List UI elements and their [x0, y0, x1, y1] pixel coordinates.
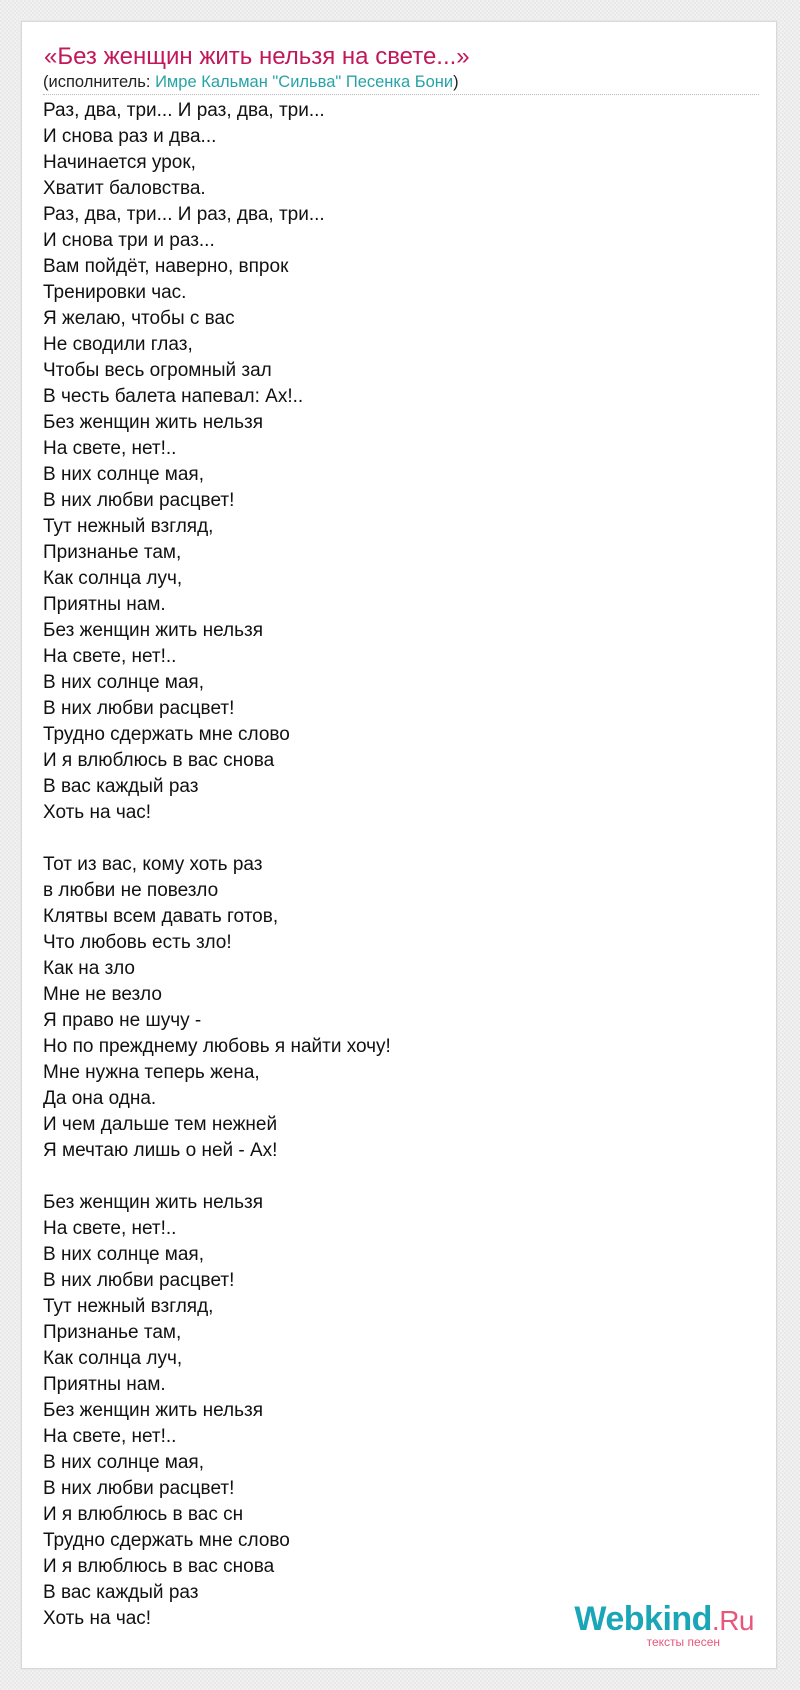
lyric-line: Без женщин жить нельзя — [43, 412, 264, 433]
logo-tld: .Ru — [711, 1605, 754, 1636]
lyric-line: На свете, нет!.. — [43, 646, 177, 667]
lyric-line: Да она одна. — [43, 1088, 157, 1109]
lyric-line: Трудно сдержать мне слово — [43, 724, 290, 745]
lyric-line: На свете, нет!.. — [43, 1218, 177, 1239]
lyric-line: Приятны нам. — [43, 594, 166, 615]
lyric-line: Мне нужна теперь жена, — [43, 1062, 260, 1083]
lyric-line: Я мечтаю лишь о ней - Ах! — [43, 1140, 278, 1161]
lyric-line: Приятны нам. — [43, 1374, 166, 1395]
lyrics-card — [21, 21, 777, 1669]
lyric-line: Я желаю, чтобы с вас — [43, 308, 235, 329]
lyric-line: В них любви расцвет! — [43, 1270, 235, 1291]
lyric-line: И я влюблюсь в вас снова — [43, 750, 275, 771]
stanza-break — [43, 1164, 759, 1190]
lyric-line: Тут нежный взгляд, — [43, 516, 214, 537]
lyric-line: И я влюблюсь в вас сн — [43, 1504, 244, 1525]
song-meta — [43, 71, 459, 93]
lyric-line: Тренировки час. — [43, 282, 187, 303]
lyric-line: Как солнца луч, — [43, 1348, 183, 1369]
lyric-line: Не сводили глаз, — [43, 334, 193, 355]
lyric-line: В них солнце мая, — [43, 464, 204, 485]
meta-suffix: ) — [453, 73, 459, 91]
logo-name: Webkind — [574, 1600, 712, 1638]
lyric-line: Клятвы всем давать готов, — [43, 906, 279, 927]
song-title: «Без женщин жить нельзя на свете...» — [44, 43, 470, 70]
lyric-line: Тот из вас, кому хоть раз — [43, 854, 263, 875]
lyric-line: Я право не шучу - — [43, 1010, 202, 1031]
lyric-line: Но по прежднему любовь я найти хочу! — [43, 1036, 391, 1057]
logo-wordmark — [574, 1602, 754, 1638]
lyric-line: В честь балета напевал: Ах!.. — [43, 386, 304, 407]
lyric-line: В них солнце мая, — [43, 1452, 204, 1473]
title-divider — [43, 94, 759, 95]
lyric-line: В них солнце мая, — [43, 672, 204, 693]
lyric-line: Чтобы весь огромный зал — [43, 360, 272, 381]
lyric-line: Мне не везло — [43, 984, 162, 1005]
lyric-line: Тут нежный взгляд, — [43, 1296, 214, 1317]
lyric-line: Признанье там, — [43, 1322, 182, 1343]
lyric-line: Трудно сдержать мне слово — [43, 1530, 290, 1551]
lyric-line: Признанье там, — [43, 542, 182, 563]
lyric-line: В них любви расцвет! — [43, 490, 235, 511]
lyric-line: Без женщин жить нельзя — [43, 1192, 264, 1213]
lyric-line: И я влюблюсь в вас снова — [43, 1556, 275, 1577]
lyric-line: Вам пойдёт, наверно, впрок — [43, 256, 289, 277]
artist-link[interactable]: Имре Кальман "Сильва" Песенка Бони — [155, 73, 454, 91]
lyric-line: И снова три и раз... — [43, 230, 215, 251]
lyric-line: На свете, нет!.. — [43, 438, 177, 459]
lyric-line: Без женщин жить нельзя — [43, 1400, 264, 1421]
logo-tagline: тексты песен — [646, 1635, 720, 1649]
lyric-line: Раз, два, три... И раз, два, три... — [43, 204, 325, 225]
lyric-line: В вас каждый раз — [43, 1582, 199, 1603]
lyric-line: в любви не повезло — [43, 880, 219, 901]
meta-prefix: (исполнитель: — [43, 73, 156, 91]
lyric-line: В них любви расцвет! — [43, 698, 235, 719]
lyric-line: Начинается урок, — [43, 152, 196, 173]
lyric-line: Как на зло — [43, 958, 135, 979]
lyric-line: Как солнца луч, — [43, 568, 183, 589]
stanza-break — [43, 826, 759, 852]
lyric-line: На свете, нет!.. — [43, 1426, 177, 1447]
lyric-line: И чем дальше тем нежней — [43, 1114, 278, 1135]
lyric-line: Раз, два, три... И раз, два, три... — [43, 100, 325, 121]
lyric-line: Хватит баловства. — [43, 178, 206, 199]
lyric-line: В вас каждый раз — [43, 776, 199, 797]
lyrics-text — [43, 98, 759, 1632]
site-logo[interactable] — [574, 1602, 754, 1648]
lyric-line: И снова раз и два... — [43, 126, 217, 147]
lyric-line: В них любви расцвет! — [43, 1478, 235, 1499]
lyric-line: Что любовь есть зло! — [43, 932, 232, 953]
lyric-line: В них солнце мая, — [43, 1244, 204, 1265]
lyric-line: Хоть на час! — [43, 1608, 152, 1629]
lyric-line: Без женщин жить нельзя — [43, 620, 264, 641]
lyric-line: Хоть на час! — [43, 802, 152, 823]
